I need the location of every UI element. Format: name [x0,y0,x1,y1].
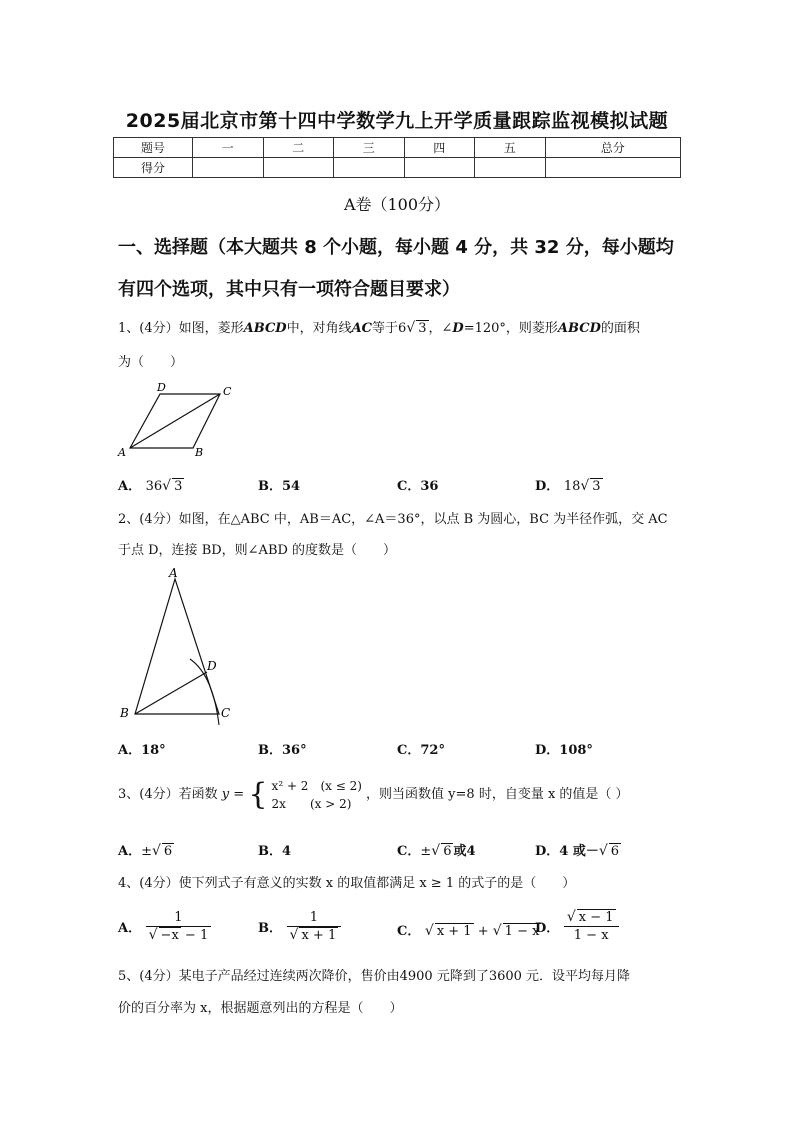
q3-piecewise [272,777,362,813]
brace-icon: { [248,777,268,812]
q1-stem-line2: 为（ ） [118,355,184,370]
option-letter: C． [397,479,421,494]
q1-option-c[interactable] [397,475,438,494]
label-b: B [195,446,204,459]
q5-stem-line2: 价的百分率为 x，根据题意列出的方程是（ ） [118,1001,403,1016]
option-suffix: 或4 [453,844,476,859]
triangle-abc [135,579,219,714]
option-value: 54 [282,479,301,494]
q2-option-c[interactable] [397,739,445,758]
option-radicand: 3 [174,479,183,494]
option-value: 18° [141,743,166,758]
score-table-score-row [114,158,681,178]
score-header-cell: 五 [475,138,546,158]
q1-angle-vertex: D [452,321,464,336]
q4-stem: 4、(4分）使下列式子有意义的实数 x 的取值都满足 x ≥ 1 的式子的是（ ） [118,876,576,891]
label-a: A [169,566,178,580]
q3-stem-text: 3、(4分）若函数 [118,787,218,802]
option-prefix: 4 或－ [559,844,599,859]
option-letter: D． [535,844,560,859]
q1-option-a[interactable]: A． 36√ 3 [118,478,183,494]
option-letter: D． [535,479,560,494]
radicand: −x [160,928,179,943]
radicand: 1 − x [504,924,540,939]
option-letter: D． [535,743,560,758]
score-table-header-row [114,138,681,158]
fraction-numerator: 1 [174,910,183,925]
q3-option-b[interactable] [258,840,291,859]
score-cell [475,158,546,178]
q2-option-b[interactable] [258,739,307,758]
score-row-label: 得分 [114,158,193,178]
q3-option-d[interactable]: D．4 或－√ 6 [535,843,620,859]
q2-option-a[interactable] [118,739,166,758]
score-cell [263,158,334,178]
option-radicand: 6 [610,844,620,859]
q4-option-d[interactable] [535,909,619,944]
score-header-cell: 四 [404,138,475,158]
option-coef: 18 [563,479,581,494]
q2-triangle-figure [115,565,245,725]
option-letter: A． [118,479,142,494]
option-letter: B． [258,479,282,494]
q4-option-b[interactable] [258,909,341,944]
option-radicand: 3 [592,479,601,494]
score-header-cell: 一 [193,138,264,158]
section-a-title: A卷（100分） [343,195,451,214]
q1-stem-text: =120°，则菱形 [463,321,558,336]
q1-stem-text: ，∠ [428,321,453,336]
denominator-suffix: − 1 [180,928,209,943]
option-radicand: 6 [163,844,173,859]
q1-option-d[interactable]: D． 18√ 3 [535,478,601,494]
score-cell [545,158,681,178]
q1-stem-text: 的面积 [600,321,640,336]
label-c: C [221,706,231,720]
option-value: 4 [282,844,292,859]
q1-radicand: 3 [418,321,427,336]
q1-rhombus-name: ABCD [243,321,287,336]
fraction-numerator: 1 [309,910,319,925]
score-cell [404,158,475,178]
label-c: C [223,385,232,398]
label-a: A [118,446,126,459]
q1-rhombus-figure [115,380,240,460]
option-value: 36° [282,743,307,758]
score-header-cell: 二 [263,138,334,158]
q1-stem-text: 等于 [372,321,399,336]
option-prefix: ± [420,844,432,859]
q4-option-a[interactable] [118,909,211,944]
q1-rhombus-name: ABCD [557,321,601,336]
radicand: x + 1 [436,924,472,939]
score-header-cell: 总分 [545,138,681,158]
option-fraction [146,909,212,944]
plus-sign: + [473,924,493,939]
q1-option-b[interactable] [258,475,300,494]
fraction-denominator: √ −x − 1 [146,926,212,944]
option-letter: C． [397,924,421,939]
option-fraction [564,909,619,944]
q1-diagonal-name: AC [351,321,373,336]
q3-piece2: 2x (x > 2) [271,797,352,811]
q3-option-a[interactable]: A．±√ 6 [118,843,173,859]
part1-heading-line1: 一、选择题（本大题共 8 个小题，每小题 4 分，共 32 分，每小题均 [118,237,674,258]
option-letter: B． [258,844,282,859]
option-letter: A． [118,743,142,758]
option-letter: B． [258,921,282,936]
q2-option-d[interactable] [535,739,593,758]
score-table [113,137,681,178]
q1-stem-text: 1、(4分）如图，菱形 [118,321,244,336]
option-coef: 36 [145,479,163,494]
q3-stem: 3、(4分）若函数 y = { x² + 2 (x ≤ 2) 2x (x > 2) ，则当函数值 y=8 时，自变量 x 的值是（ ） [118,777,629,812]
score-header-cell: 三 [334,138,405,158]
option-letter: D． [535,921,560,936]
q1-coef: 6 [398,321,407,336]
label-d: D [157,381,166,394]
q3-option-c[interactable]: C．±√ 6 或4 [397,843,476,859]
fraction-denominator: 1 − x [564,926,619,944]
score-cell [334,158,405,178]
label-b: B [120,706,129,720]
option-prefix: ± [141,844,152,859]
option-letter: A． [118,844,142,859]
part1-heading-line2: 有四个选项，其中只有一项符合题目要求） [118,279,460,300]
q1-stem-text: 中，对角线 [286,321,352,336]
option-radicand: 6 [443,844,452,859]
option-value: 108° [559,743,593,758]
q1-stem-line1: 1、(4分）如图，菱形ABCD中，对角线AC等于6√ 3 ，∠D=120°，则菱形ABCD的面积 [118,320,640,336]
q3-stem-text: ，则当函数值 y=8 时，自变量 x 的值是（ ） [366,787,629,802]
q2-stem-line2: 于点 D，连接 BD，则∠ABD 的度数是（ ） [118,543,397,558]
option-letter: C． [397,743,421,758]
option-fraction [287,909,342,944]
option-letter: A． [118,921,142,936]
q3-fn-y: y [221,787,230,802]
exam-title: 2025届北京市第十四中学数学九上开学质量跟踪监视模拟试题 [125,110,669,132]
score-header-cell: 题号 [114,138,193,158]
q5-stem-line1: 5、(4分）某电子产品经过连续两次降价，售价由4900 元降到了3600 元．设平均每月降 [118,969,631,984]
option-value: 36 [420,479,439,494]
option-value: 72° [420,743,445,758]
option-letter: B． [258,743,282,758]
option-letter: C． [397,844,421,859]
fraction-numerator: √ x − 1 [566,909,614,925]
fraction-denominator: √ x + 1 [287,926,342,944]
score-cell [193,158,264,178]
radicand: x − 1 [578,910,614,925]
q4-option-c[interactable]: C． √ x + 1 + √ 1 − x [397,923,540,939]
label-d: D [207,659,217,673]
q2-stem-line1: 2、(4分）如图，在△ABC 中，AB＝AC，∠A＝36°，以点 B 为圆心，BC 为半径作弧，交 AC [118,512,668,527]
radicand: x + 1 [301,928,337,943]
q3-piece1: x² + 2 (x ≤ 2) [271,779,362,793]
